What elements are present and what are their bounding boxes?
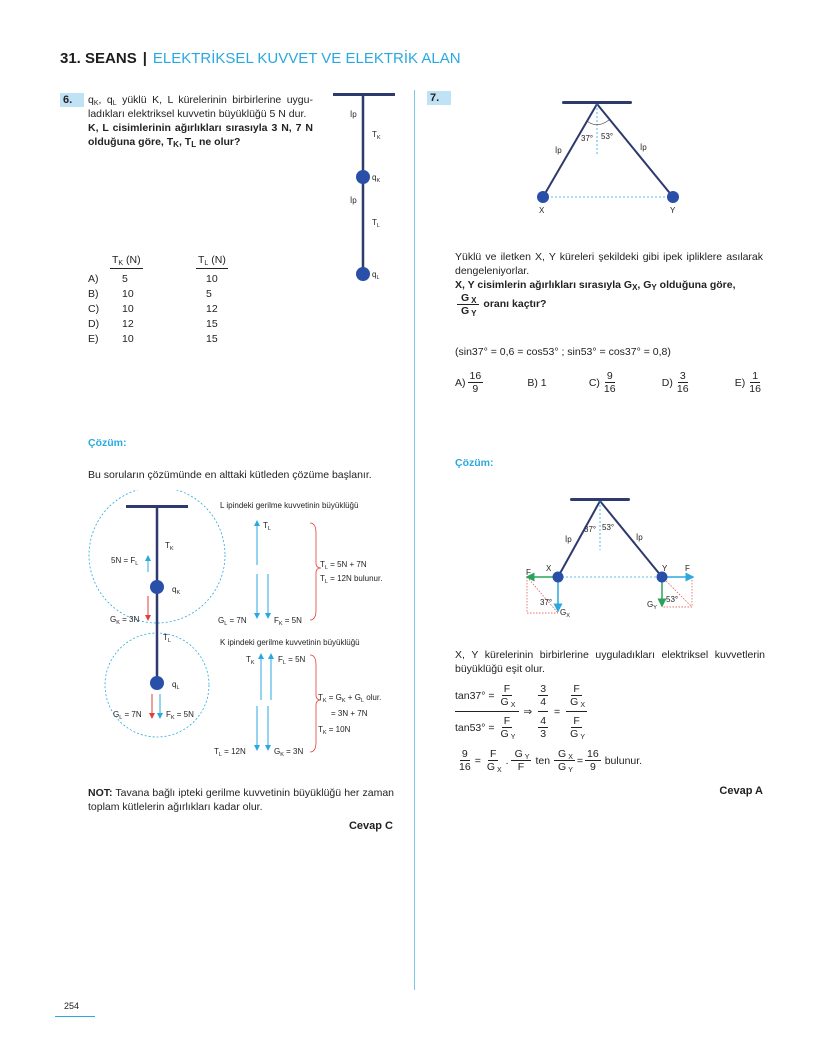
- svg-text:TL: $T_L$: [163, 633, 171, 644]
- svg-text:FL = 5N: $F_L = 5N$: [278, 655, 306, 666]
- svg-text:5N = FL: $5N = F_L$: [111, 556, 139, 567]
- option-c[interactable]: C) $\frac{9}{16}$: [588, 370, 616, 395]
- svg-text:= 3N + 7N: = 3N + 7N: [331, 709, 368, 718]
- note: NOT: Tavana bağlı ipteki gerilme kuvvetinin büyüklüğü her zaman toplam kütlelerin ağırlıkları kadar olur.: [88, 787, 394, 813]
- option-a[interactable]: A) $\frac{16}{9}$: [455, 370, 482, 395]
- svg-text:TK = GK + GL olur.: $T_K = G_K + G_L$ olur.: [318, 693, 382, 704]
- answer-6: Cevap C: [348, 820, 393, 832]
- answer-options: [455, 370, 765, 395]
- option-e[interactable]: E) 10 15: [88, 332, 218, 345]
- solution-intro: Bu soruların çözümünde en alttaki kütleden çözüme başlanır.: [88, 469, 372, 481]
- question-7-figure: [525, 95, 695, 220]
- svg-text:GY: $G_Y$: [647, 600, 657, 611]
- svg-text:GL = 7N: $G_L = 7N$: [113, 710, 142, 721]
- svg-text:TL: $T_L$: [372, 218, 380, 229]
- equation-block: tan37° = $\frac{F}{G _X}$ tan53° = $\frac{F}{G _Y}$ ⇒ $\frac{3}{4}$ $\frac{4}{3}$ = $\frac{F}{G _X}$ $\frac{F}{G _Y}$ $\frac{9}{16}$ = $\frac{F}{G _X}$ . $\frac{G _Y}{F}$ ten $\frac{G _X}{G _Y}$ = $\frac{16}{9}$ bulunur.: [455, 683, 643, 774]
- question-6-stem: $q_K$, $q_L$ yüklü K, L kürelerinin birbirlerine uyguladıkları elektriksel kuvvetin büyüklüğü 5 N dur. K, L cisimlerinin ağırlıkları sırasıyla 3 N, 7 N olduğuna göre, $T_K$, $T_L$ ne olur?: [88, 94, 313, 149]
- svg-text:İp: İp: [350, 196, 357, 205]
- svg-text:TK: $T_K$: [372, 130, 381, 141]
- svg-text:İp: İp: [636, 533, 643, 542]
- svg-text:53°: 53°: [666, 595, 679, 604]
- question-number: 6.: [60, 93, 84, 107]
- svg-text:TL: $T_L$: [263, 521, 271, 532]
- option-e[interactable]: E) $\frac{1}{16}$: [734, 370, 761, 395]
- svg-text:TL = 12N bulunur.: $T_L = 12N$ bulunur.: [320, 574, 383, 585]
- svg-text:İp: İp: [555, 146, 562, 155]
- chapter-title: ELEKTRİKSEL KUVVET VE ELEKTRİK ALAN: [152, 50, 461, 67]
- given-values: (sin37° = 0,6 = cos53° ; sin53° = cos37° = 0,8): [455, 346, 671, 358]
- answer-7: Cevap A: [719, 785, 763, 797]
- svg-text:qL: $q_L$: [172, 680, 180, 691]
- footer-line: [55, 1016, 95, 1017]
- svg-text:X: X: [546, 564, 552, 573]
- svg-text:F: F: [685, 564, 690, 573]
- header-separator: |: [142, 50, 147, 67]
- svg-text:İp: İp: [350, 110, 357, 119]
- sphere-l: [356, 267, 370, 281]
- question-6-figure: [320, 85, 410, 290]
- svg-text:TK = 10N: $T_K = 10N$: [318, 725, 351, 736]
- svg-text:TL = 12N: $T_L = 12N$: [214, 747, 246, 758]
- option-c[interactable]: C) 10 12: [88, 302, 218, 315]
- svg-text:Y: Y: [670, 206, 676, 215]
- sphere-k: [356, 170, 370, 184]
- svg-text:GL = 7N: $G_L = 7N$: [218, 616, 247, 627]
- page-number: 254: [64, 1001, 80, 1011]
- svg-text:K ipindeki gerilme kuvvetinin: K ipindeki gerilme kuvvetinin büyüklüğü: [220, 638, 360, 647]
- svg-text:GK = 3N: $G_K = 3N$: [274, 747, 304, 758]
- svg-text:TK: $T_K$: [165, 541, 174, 552]
- svg-text:İp: İp: [565, 535, 572, 544]
- svg-text:GX: $G_X$: [560, 608, 570, 619]
- svg-text:qL: $q_L$: [372, 270, 380, 281]
- svg-text:FK = 5N: $F_K = 5N$: [274, 616, 302, 627]
- svg-text:37°: 37°: [581, 134, 594, 143]
- option-b[interactable]: B) 1: [527, 376, 547, 389]
- svg-text:qK: $q_K$: [172, 585, 181, 596]
- solution-7-figure: [510, 490, 710, 620]
- option-d[interactable]: D) $\frac{3}{16}$: [661, 370, 689, 395]
- svg-text:Y: Y: [662, 564, 668, 573]
- svg-text:F: F: [526, 568, 531, 577]
- solution-7-text: X, Y kürelerinin birbirlerine uyguladıkları elektriksel kuvvetlerin büyüklüğü eşit olur.: [455, 649, 765, 675]
- column-divider: [414, 90, 415, 990]
- svg-text:37°: 37°: [584, 525, 597, 534]
- solution-6-figure: [88, 490, 408, 770]
- svg-text:GK = 3N: $G_K = 3N$: [110, 615, 140, 626]
- svg-text:X: X: [539, 206, 545, 215]
- svg-text:53°: 53°: [602, 523, 615, 532]
- answer-options-table: $T_K$ (N) $T_L$ (N) A) 5 10 B) 10 5 C) 10 12 D) 12 15 E) 10 15: [88, 253, 226, 345]
- solution-label: Çözüm:: [455, 457, 494, 469]
- solution-label: Çözüm:: [88, 437, 127, 449]
- option-a[interactable]: A) 5 10: [88, 272, 218, 285]
- svg-text:TL = 5N + 7N: $T_L = 5N + 7N$: [320, 560, 367, 571]
- svg-text:53°: 53°: [601, 132, 614, 141]
- option-d[interactable]: D) 12 15: [88, 317, 218, 330]
- svg-text:qK: $q_K$: [372, 173, 381, 184]
- page-header: [60, 50, 461, 67]
- session-number: 31. SEANS: [60, 50, 137, 67]
- option-b[interactable]: B) 10 5: [88, 287, 212, 300]
- svg-text:İp: İp: [640, 143, 647, 152]
- svg-text:L ipindeki gerilme kuvvetinin: L ipindeki gerilme kuvvetinin büyüklüğü: [220, 501, 359, 510]
- question-number: 7.: [427, 91, 451, 105]
- question-7-stem: Yüklü ve iletken X, Y küreleri şekildeki gibi ipek ipliklere asılarak dengeleniyorlar. X, Y cisimlerin ağırlıkları sırasıyla $G_X$, $G_Y$ olduğuna göre, $\frac{G _X}{G _Y}$ oranı kaçtır?: [455, 251, 763, 318]
- svg-text:37°: 37°: [540, 598, 553, 607]
- svg-text:TK: $T_K$: [246, 655, 255, 666]
- svg-text:FK = 5N: $F_K = 5N$: [166, 710, 194, 721]
